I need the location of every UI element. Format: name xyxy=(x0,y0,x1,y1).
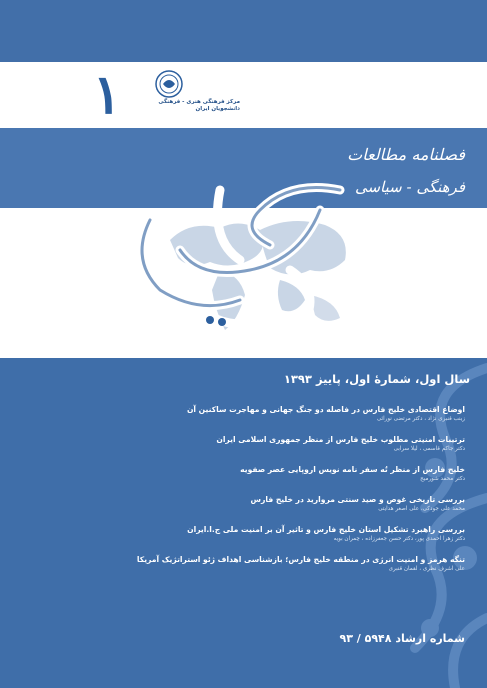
publisher-line1: مرکز فرهنگی هنری - فرهنگی xyxy=(158,99,240,105)
article-entry xyxy=(60,494,465,514)
volume-issue-line: سال اول، شمارهٔ اول، پاییز ۱۳۹۳ xyxy=(283,372,470,386)
article-title: اوضاع اقتصادی خلیج فارس در فاصله دو جنگ جهانی و مهاجرت ساکنین آن xyxy=(186,405,465,414)
article-authors: دکتر محمد شورمیج xyxy=(420,476,465,482)
issue-number: ١ xyxy=(92,62,122,126)
header-band xyxy=(0,62,487,128)
article-entry xyxy=(60,464,465,484)
publisher-name xyxy=(140,99,240,113)
journal-subtitle-2: فرهنگی - سیاسی xyxy=(354,178,465,196)
calligraphy-title-logo xyxy=(90,150,390,350)
journal-subtitle-1: فصلنامه مطالعات xyxy=(347,145,465,164)
article-authors: دکتر زهرا احمدی پور، دکتر حسن جعفرزاده ، چمران بویه xyxy=(333,536,465,542)
article-entry xyxy=(60,404,465,424)
publisher-line2: دانشجویان ایران xyxy=(195,106,240,112)
article-title: ترتیبات امنیتی مطلوب خلیج فارس از منظر جمهوری اسلامی ایران xyxy=(216,435,465,444)
article-entry xyxy=(60,554,465,574)
table-of-contents xyxy=(60,404,465,584)
article-title: تنگه هرمز و امنیت انرژی در منطقه خلیج فارس؛ بازشناسی اهداف ژئو استراتژیک آمریکا xyxy=(136,555,465,564)
article-authors: علی اشرف نظری ، لقمان قنبری xyxy=(388,566,465,572)
article-entry xyxy=(60,524,465,544)
article-authors: دکتر جاکم قاسمی ، لیلا سرابی xyxy=(393,446,465,452)
registration-number: شماره ارشاد ۵۹۴۸ / ۹۳ xyxy=(339,632,465,645)
article-entry xyxy=(60,434,465,454)
article-title: خلیج فارس از منظر تُه سفر نامه نویس اروپایی عصر صفویه xyxy=(240,465,465,474)
article-authors: زینب قنبری نژاد ، دکتر مرتضی نورائی xyxy=(376,416,465,422)
top-strip xyxy=(0,0,487,62)
article-title: بررسی تاریخی غوص و صید سنتی مروارید در خلیج فارس xyxy=(250,495,465,504)
article-title: بررسی راهبرد تشکیل استان خلیج فارس و تاثیر آن بر امنیت ملی ج.ا.ایران xyxy=(187,525,465,534)
publisher-logo-icon xyxy=(155,70,183,98)
article-authors: محمد علی جودکی، علی اصغر هدایتی xyxy=(378,506,465,512)
